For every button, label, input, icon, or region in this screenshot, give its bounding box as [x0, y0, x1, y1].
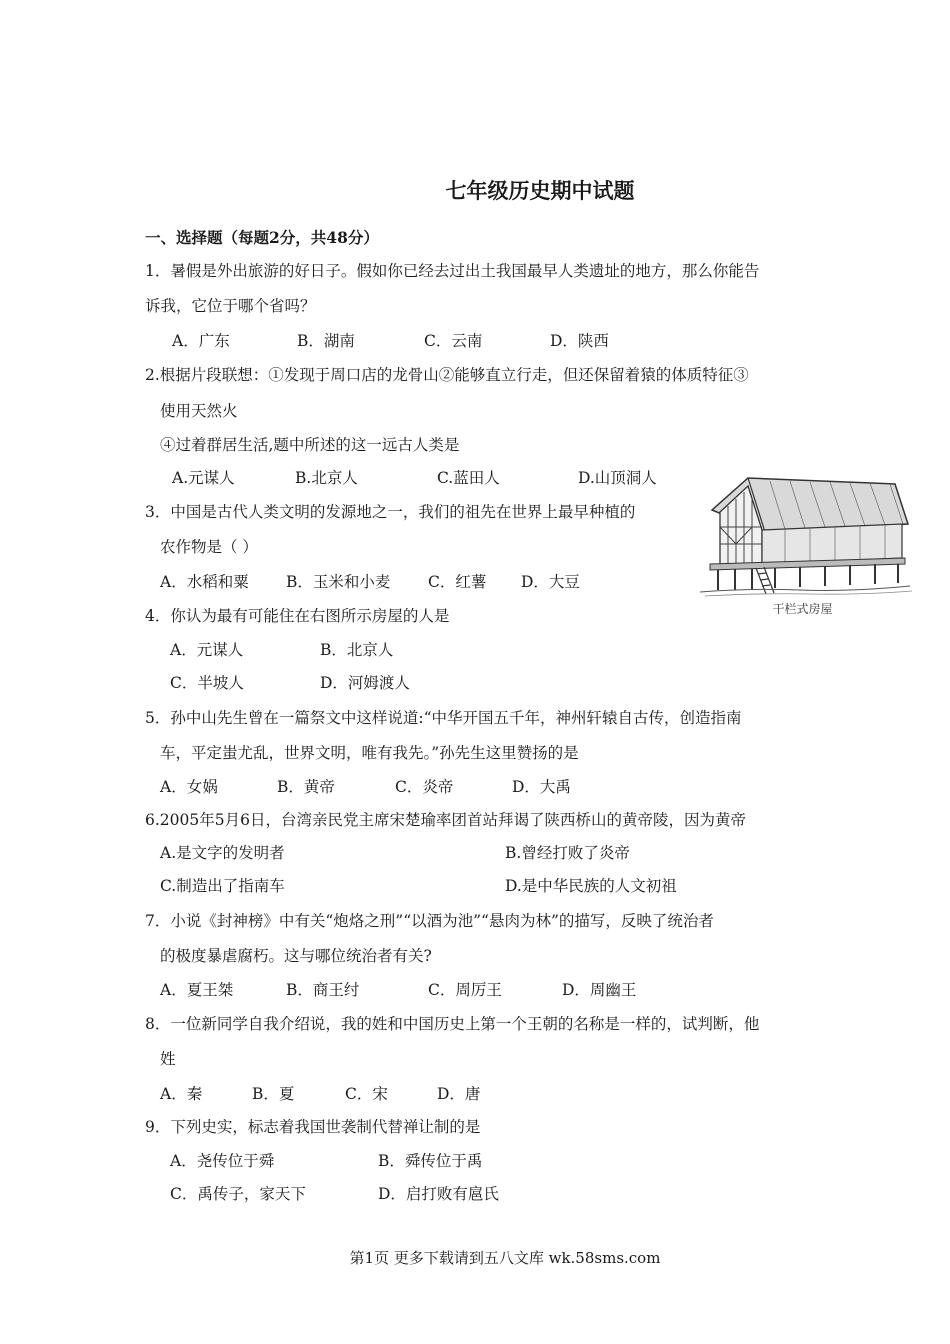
- q6-option-b: B.曾经打败了炎帝: [505, 844, 630, 862]
- question-2-text-cont2: ④过着群居生活,题中所述的这一远古人类是: [160, 436, 460, 454]
- q2-option-d: D.山顶洞人: [578, 469, 657, 487]
- q3-option-a: A．水稻和粟: [160, 573, 249, 591]
- q4-option-a: A．元谋人: [170, 641, 244, 659]
- question-1-text: 1．暑假是外出旅游的好日子。假如你已经去过出土我国最早人类遗址的地方，那么你能告: [145, 262, 760, 280]
- stilt-house-figure: [690, 472, 915, 622]
- q5-option-b: B．黄帝: [277, 778, 335, 796]
- q1-option-a: A．广东: [172, 332, 230, 350]
- q7-option-a: A．夏王桀: [160, 981, 234, 999]
- q8-option-b: B．夏: [252, 1085, 295, 1103]
- q7-option-b: B．商王纣: [286, 981, 360, 999]
- question-5-text: 5．孙中山先生曾在一篇祭文中这样说道:“中华开国五千年，神州轩辕自古传，创造指南: [145, 709, 742, 727]
- q9-option-a: A．尧传位于舜: [170, 1152, 275, 1170]
- q5-option-c: C．炎帝: [395, 778, 454, 796]
- q3-option-b: B．玉米和小麦: [286, 573, 391, 591]
- question-2-text: 2.根据片段联想：①发现于周口店的龙骨山②能够直立行走，但还保留着猿的体质特征③: [145, 366, 749, 384]
- q5-option-d: D．大禹: [512, 778, 571, 796]
- question-8-text-cont: 姓: [160, 1050, 176, 1068]
- q4-option-c: C．半坡人: [170, 674, 244, 692]
- question-7-text-cont: 的极度暴虐腐朽。这与哪位统治者有关?: [160, 947, 432, 965]
- q2-option-a: A.元谋人: [172, 469, 235, 487]
- question-4-text: 4．你认为最有可能住在右图所示房屋的人是: [145, 607, 450, 625]
- section-heading: 一、选择题（每题2分，共48分）: [145, 228, 379, 247]
- question-3-text: 3．中国是古代人类文明的发源地之一，我们的祖先在世界上最早种植的: [145, 503, 636, 521]
- q1-option-d: D．陕西: [550, 332, 609, 350]
- page-footer: 第1页 更多下载请到五八文库 wk.58sms.com: [349, 1249, 661, 1267]
- question-6-text: 6.2005年5月6日，台湾亲民党主席宋楚瑜率团首站拜谒了陕西桥山的黄帝陵，因为黄帝: [145, 811, 746, 829]
- q6-option-a: A.是文字的发明者: [160, 844, 285, 862]
- q3-option-c: C．红薯: [428, 573, 487, 591]
- q4-option-d: D．河姆渡人: [320, 674, 410, 692]
- q4-option-b: B．北京人: [320, 641, 394, 659]
- q3-option-d: D．大豆: [521, 573, 580, 591]
- stilt-house-illustration: [690, 472, 915, 597]
- figure-caption: 干栏式房屋: [772, 602, 833, 616]
- q7-option-d: D．周幽王: [562, 981, 637, 999]
- question-8-text: 8．一位新同学自我介绍说，我的姓和中国历史上第一个王朝的名称是一样的，试判断，他: [145, 1015, 760, 1033]
- question-1-text-cont: 诉我，它位于哪个省吗？: [145, 297, 316, 315]
- q8-option-d: D．唐: [437, 1085, 481, 1103]
- q5-option-a: A．女娲: [160, 778, 218, 796]
- q9-option-c: C．禹传子，家天下: [170, 1185, 306, 1203]
- q8-option-c: C．宋: [345, 1085, 388, 1103]
- q1-option-c: C．云南: [424, 332, 483, 350]
- q8-option-a: A．秦: [160, 1085, 203, 1103]
- q6-option-c: C.制造出了指南车: [160, 877, 285, 895]
- question-3-text-cont: 农作物是（ ）: [160, 538, 258, 556]
- page-title: 七年级历史期中试题: [445, 178, 635, 203]
- question-2-text-cont: 使用天然火: [160, 402, 238, 420]
- q2-option-b: B.北京人: [295, 469, 358, 487]
- q6-option-d: D.是中华民族的人文初祖: [505, 877, 677, 895]
- question-9-text: 9．下列史实，标志着我国世袭制代替禅让制的是: [145, 1118, 481, 1136]
- q7-option-c: C．周厉王: [428, 981, 502, 999]
- q9-option-d: D．启打败有扈氏: [378, 1185, 499, 1203]
- q9-option-b: B．舜传位于禹: [378, 1152, 483, 1170]
- q1-option-b: B．湖南: [297, 332, 355, 350]
- question-7-text: 7．小说《封神榜》中有关“炮烙之刑”“以酒为池”“悬肉为林”的描写，反映了统治者: [145, 912, 714, 930]
- question-5-text-cont: 车，平定蚩尤乱，世界文明，唯有我先。”孙先生这里赞扬的是: [160, 744, 579, 762]
- q2-option-c: C.蓝田人: [437, 469, 500, 487]
